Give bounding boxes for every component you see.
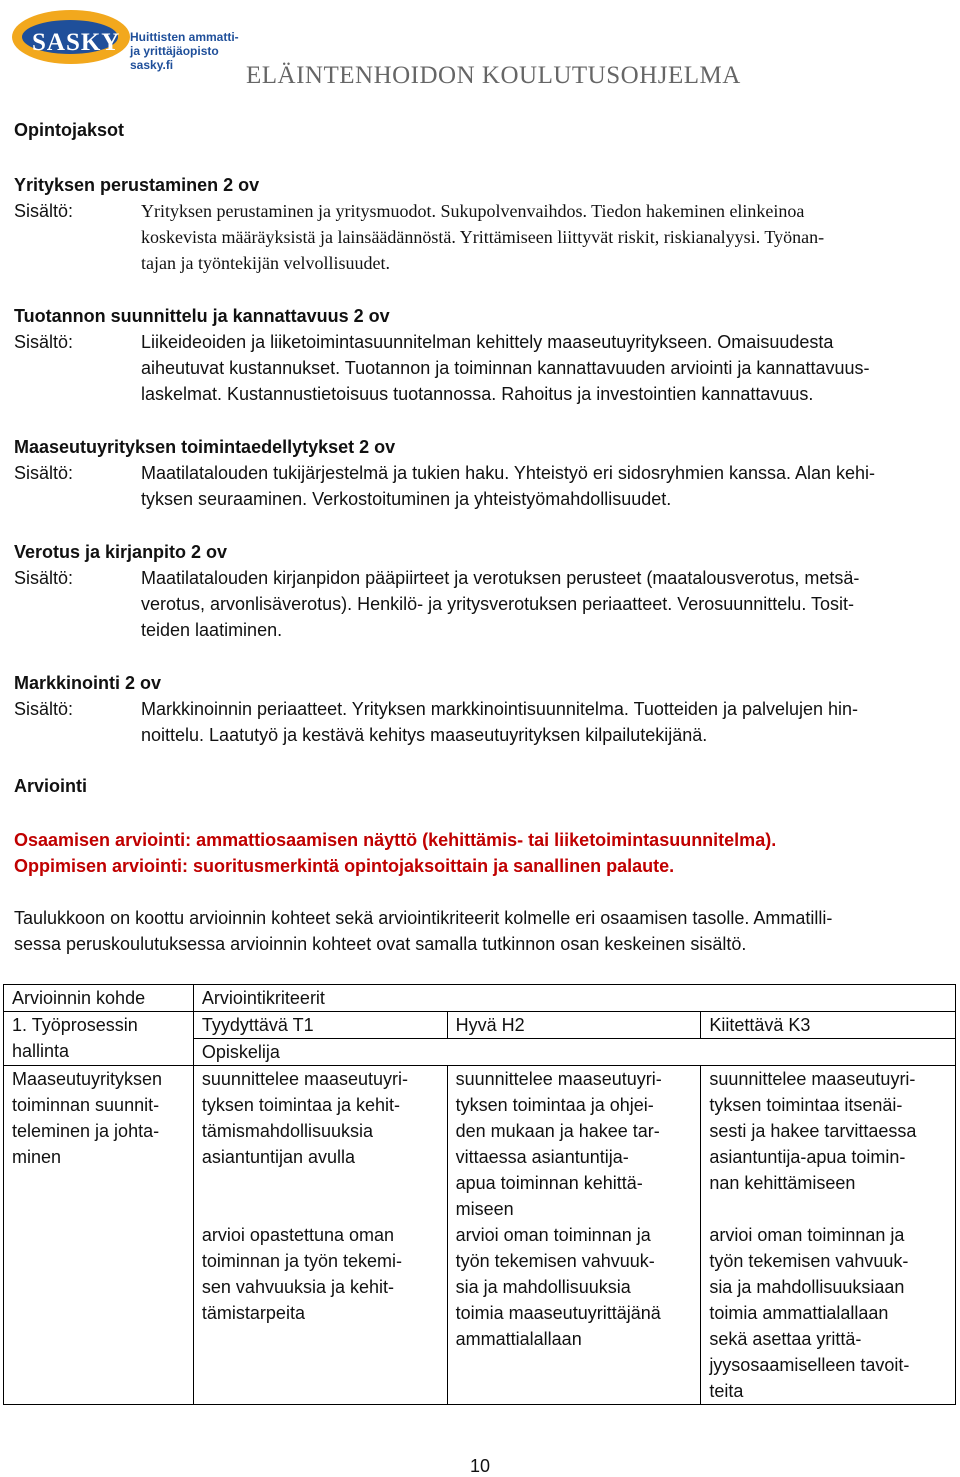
course-content [141, 329, 950, 407]
criterion-line: arvioi oman toiminnan ja [455, 1225, 651, 1245]
target-line: hallinta [12, 1041, 70, 1061]
criterion-line: sia ja mahdollisuuksiaan [709, 1277, 905, 1297]
criterion-line: toimia ammattialallaan [709, 1303, 889, 1323]
criterion-line: sekä asettaa yrittä- [709, 1329, 862, 1349]
criterion-line: tämismahdollisuuksia [201, 1121, 373, 1141]
content-line: Liikeideoiden ja liiketoimintasuunnitelman kehittely maaseutuyritykseen. Omaisuudesta [141, 332, 834, 352]
content-line: laskelmat. Kustannustietoisuus tuotannossa. Rahoitus ja investointien kannattavuus. [141, 384, 814, 404]
content-line: aiheutuvat kustannukset. Tuotannon ja toiminnan kannattavuuden arviointi ja kannattavuus- [141, 358, 870, 378]
logo-word: SASKY [32, 29, 121, 56]
criterion-line: den mukaan ja hakee tar- [455, 1121, 660, 1141]
level-h2: Hyvä H2 [447, 1012, 701, 1039]
logo-line-3: sasky.fi [130, 58, 174, 72]
level-k3: Kiitettävä K3 [701, 1012, 956, 1039]
criterion-line: työn tekemisen vahvuuk- [709, 1251, 909, 1271]
col-header-criteria: Arviointikriteerit [193, 985, 955, 1012]
course-title: Maaseutuyrityksen toimintaedellytykset 2 ov [14, 437, 396, 457]
criterion-line: suunnittelee maaseutuyri- [709, 1069, 916, 1089]
criterion-line: toimia maaseutuyrittäjänä [455, 1303, 661, 1323]
criterion-line: miseen [455, 1199, 514, 1219]
content-label: Sisältö: [14, 699, 74, 719]
course-block [14, 670, 950, 748]
content-line: Maatilatalouden tukijärjestelmä ja tukien haku. Yhteistyö eri sidosryhmien kanssa. Alan kehi- [141, 463, 876, 483]
course-title: Yrityksen perustaminen 2 ov [14, 175, 260, 195]
criterion-line: teita [709, 1381, 744, 1401]
criterion-line: työn tekemisen vahvuuk- [455, 1251, 655, 1271]
criterion-line: tämistarpeita [201, 1303, 305, 1323]
criteria-table [3, 984, 956, 1405]
criterion-cell-t1 [193, 1222, 447, 1405]
criterion-line: ammattialallaan [455, 1329, 582, 1349]
criterion-line: sia ja mahdollisuuksia [455, 1277, 631, 1297]
target-line: 1. Työprosessin [12, 1015, 138, 1035]
content-label: Sisältö: [14, 332, 74, 352]
learning-assessment: Oppimisen arviointi: suoritusmerkintä opintojaksoittain ja sanallinen palaute. [14, 856, 675, 876]
content-line: noittelu. Laatutyö ja kestävä kehitys maaseutuyrityksen kilpailutekijänä. [141, 725, 708, 745]
criterion-line: sen vahvuuksia ja kehit- [201, 1277, 395, 1297]
course-content [141, 198, 950, 276]
sasky-logo [10, 6, 250, 72]
content-line: verotus, arvonlisäverotus). Henkilö- ja yritysverotuksen periaatteet. Verosuunnittelu. Tosit- [141, 594, 855, 614]
content-line: teiden laatiminen. [141, 620, 283, 640]
courses-heading: Opintojaksot [14, 120, 125, 140]
content-label: Sisältö: [14, 201, 74, 221]
target-cell [4, 1012, 194, 1066]
sub-target-line: teleminen ja johta- [12, 1121, 160, 1141]
competence-assessment: Osaamisen arviointi: ammattiosaamisen näyttö (kehittämis- tai liiketoimintasuunnitelma). [14, 830, 777, 850]
criterion-cell-k3 [701, 1066, 956, 1223]
level-t1: Tyydyttävä T1 [193, 1012, 447, 1039]
content-line: koskevista määräyksistä ja lainsäädännöstä. Yrittämiseen liittyvät riskit, riskianalyysi. Työnan- [141, 227, 825, 247]
content-line: Yrityksen perustaminen ja yritysmuodot. Sukupolvenvaihdos. Tiedon hakeminen elinkeinoa [141, 201, 805, 221]
student-label: Opiskelija [193, 1039, 955, 1066]
logo-line-1: Huittisten ammatti- [130, 30, 239, 44]
logo-emblem [12, 10, 130, 64]
intro-line: Taulukkoon on koottu arvioinnin kohteet sekä arviointikriteerit kolmelle eri osaamisen tasolle. Ammatilli- [14, 908, 833, 928]
criterion-line: tyksen toimintaa ja ohjei- [455, 1095, 654, 1115]
course-title: Tuotannon suunnittelu ja kannattavuus 2 ov [14, 306, 390, 326]
criterion-cell-h2 [447, 1066, 701, 1223]
criterion-cell-k3 [701, 1222, 956, 1405]
course-content [141, 460, 950, 512]
course-title: Verotus ja kirjanpito 2 ov [14, 542, 228, 562]
sub-target-line: minen [12, 1147, 62, 1167]
content-line: Markkinoinnin periaatteet. Yrityksen markkinointisuunnitelma. Tuotteiden ja palvelujen hin- [141, 699, 859, 719]
logo-line-2: ja yrittäjäopisto [130, 44, 219, 58]
course-block [14, 539, 950, 643]
criterion-line: suunnittelee maaseutuyri- [455, 1069, 662, 1089]
course-block [14, 434, 950, 512]
assessment-heading: Arviointi [14, 776, 88, 796]
course-block [14, 172, 950, 276]
criterion-line: arvioi opastettuna oman [201, 1225, 395, 1245]
criterion-line: tyksen toimintaa ja kehit- [201, 1095, 400, 1115]
criterion-cell-h2 [447, 1222, 701, 1405]
criterion-line: arvioi oman toiminnan ja [709, 1225, 905, 1245]
sub-target-cell [4, 1066, 194, 1405]
sub-target-line: toiminnan suunnit- [12, 1095, 160, 1115]
criterion-line: tyksen toimintaa itsenäi- [709, 1095, 903, 1115]
program-title: ELÄINTENHOIDON KOULUTUSOHJELMA [246, 62, 741, 89]
criterion-line: vittaessa asiantuntija- [455, 1147, 629, 1167]
criterion-line: jyysosaamiselleen tavoit- [709, 1355, 910, 1375]
criterion-line: asiantuntijan avulla [201, 1147, 356, 1167]
course-content [141, 565, 950, 643]
col-header-target: Arvioinnin kohde [4, 985, 194, 1012]
criterion-line: sesti ja hakee tarvittaessa [709, 1121, 917, 1141]
intro-line: sessa peruskoulutuksessa arvioinnin kohteet ovat samalla tutkinnon osan keskeinen sisältö. [14, 934, 747, 954]
content-line: tyksen seuraaminen. Verkostoituminen ja yhteistyömahdollisuudet. [141, 489, 672, 509]
criterion-line: nan kehittämiseen [709, 1173, 856, 1193]
course-block [14, 303, 950, 407]
course-content [141, 696, 950, 748]
sub-target-line: Maaseutuyrityksen [12, 1069, 163, 1089]
criterion-line: toiminnan ja työn tekemi- [201, 1251, 402, 1271]
criterion-line: suunnittelee maaseutuyri- [201, 1069, 409, 1089]
intro-paragraph [14, 905, 954, 957]
content-label: Sisältö: [14, 463, 74, 483]
content-label: Sisältö: [14, 568, 74, 588]
criterion-line: asiantuntija-apua toimin- [709, 1147, 906, 1167]
content-line: Maatilatalouden kirjanpidon pääpiirteet ja verotuksen perusteet (maatalousverotus, metsä- [141, 568, 860, 588]
course-title: Markkinointi 2 ov [14, 673, 162, 693]
criterion-cell-t1 [193, 1066, 447, 1223]
page-number: 10 [469, 1456, 491, 1476]
criterion-line: apua toiminnan kehittä- [455, 1173, 643, 1193]
content-line: tajan ja työntekijän velvollisuudet. [141, 253, 390, 273]
